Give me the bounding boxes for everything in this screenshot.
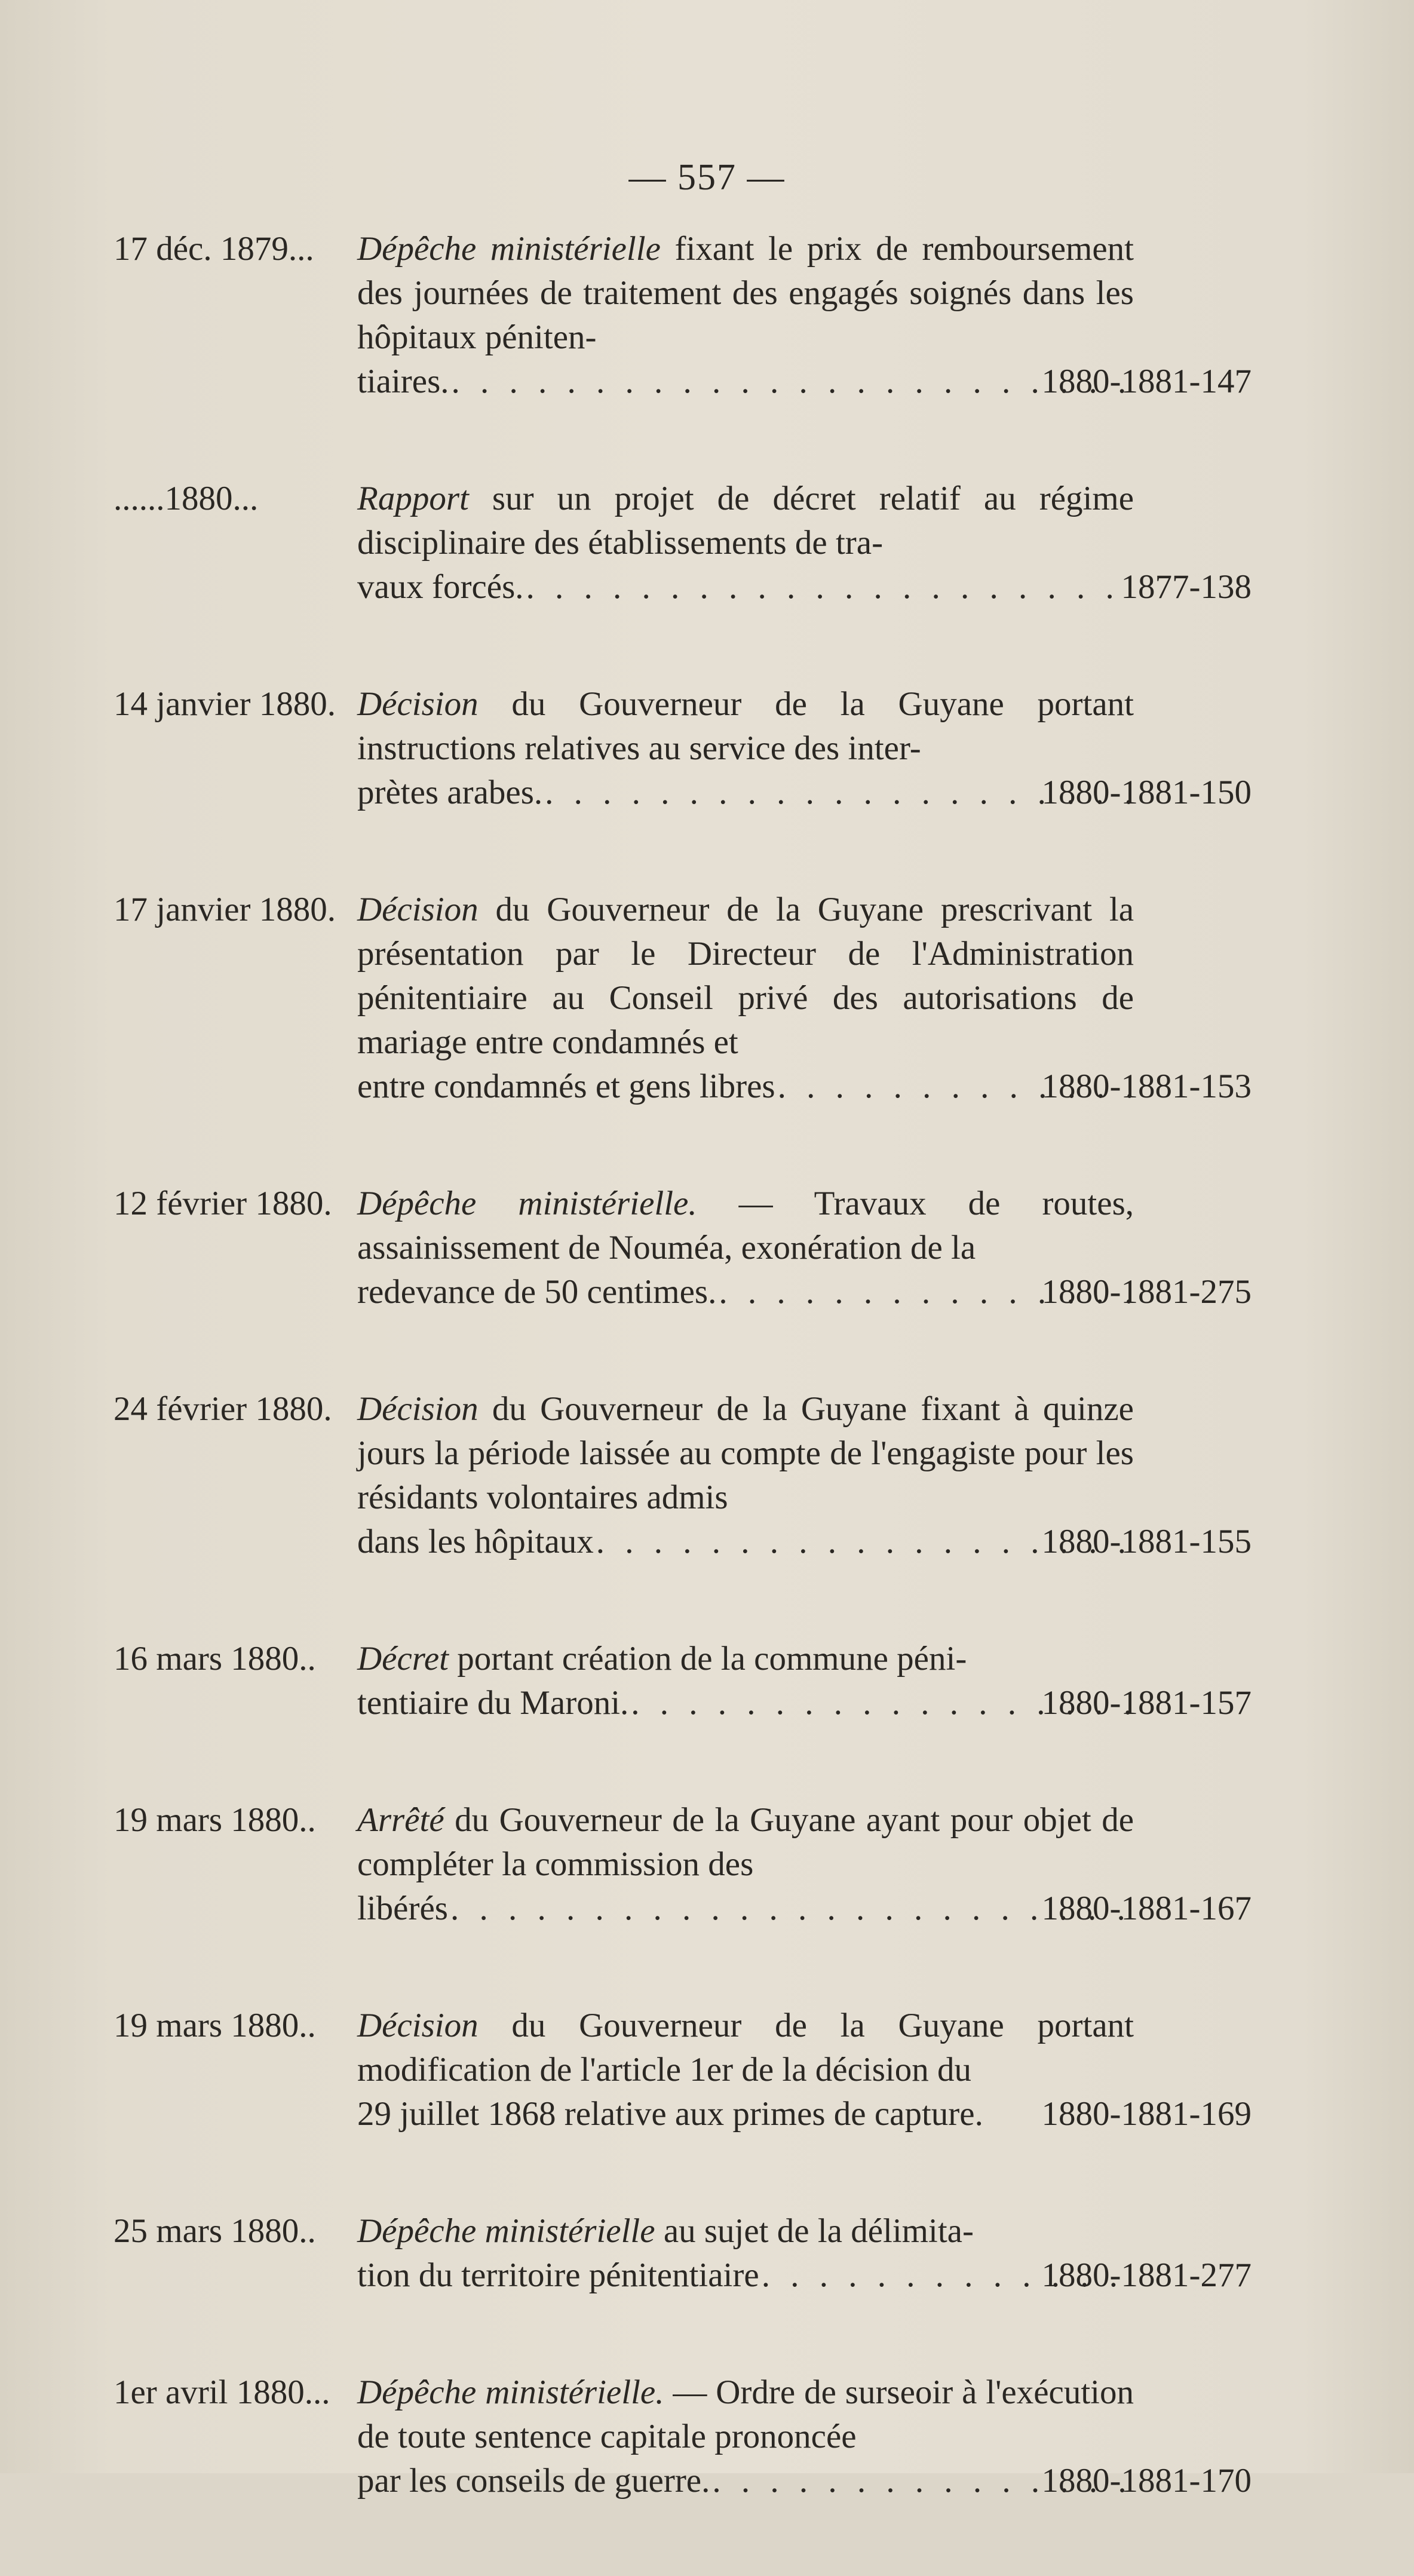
entry [114,682,1308,815]
entry-date: 14 janvier 1880. [114,685,336,723]
entry-lead: Arrêté [357,1801,444,1839]
entry-text [357,2370,1134,2459]
entry-text [357,1798,1134,1887]
entry-reference: 1880-1881-167 [1041,1890,1252,1927]
entry-lead: Dépêche ministérielle [357,2212,655,2250]
entry-tail: prètes arabes. [357,774,543,811]
entry-tail: tiaires. [357,363,449,400]
entry-date: 24 février 1880. [114,1390,332,1428]
entry-body: fixant le prix de remboursement des journées de traitement des engagés soignés dans les hôpitaux péniten- [357,230,1134,356]
entry-tail: redevance de 50 centimes. [357,1273,717,1311]
entry-body: sur un projet de décret relatif au régime disciplinaire des établissements de tra- [357,480,1134,562]
entry-lead: Rapport [357,480,469,517]
entry-list [114,227,1308,2576]
entry-tail: tentiaire du Maroni. [357,1684,629,1722]
entry-tail: tion du territoire pénitentiaire [357,2256,759,2294]
dot-leader [448,1887,1134,1931]
entry-text [357,2209,1134,2253]
entry [114,1387,1308,1564]
entry-last-line [357,565,1134,609]
entry-reference: 1880-1881-147 [1041,363,1252,400]
entry-text [357,477,1134,565]
entry [114,2370,1308,2503]
entry [114,2004,1308,2136]
entry-date: ......1880... [114,480,259,517]
entry-tail: entre condamnés et gens libres [357,1068,775,1105]
entry-last-line [357,360,1134,404]
entry-reference: 1880-1881-169 [1041,2095,1252,2133]
entry-reference: 1880-1881-275 [1041,1273,1252,1311]
entry [114,1798,1308,1931]
entry-text [357,2004,1134,2092]
entry-lead: Décret [357,1640,449,1678]
dot-leader [524,565,1134,609]
entry-last-line [357,2459,1134,2503]
entry-last-line [357,2092,1134,2136]
entry-reference: 1880-1881-150 [1041,774,1252,811]
entry-lead: Dépêche ministérielle. [357,2373,664,2411]
entry-body: — Travaux de routes, assainissement de Nouméa, exonération de la [357,1185,1134,1266]
entry-lead: Dépêche ministérielle [357,230,661,268]
entry-last-line [357,1887,1134,1931]
page-number: — 557 — [628,157,786,198]
entry-lead: Dépêche ministérielle. [357,1185,697,1222]
entry-tail: 29 juillet 1868 relative aux primes de capture. [357,2095,983,2133]
entry-text [357,1387,1134,1520]
entry-text [357,1637,1134,1681]
entry-last-line [357,1065,1134,1109]
entry-date: 19 mars 1880.. [114,2007,316,2044]
entry-last-line [357,771,1134,815]
entry-body: du Gouverneur de la Guyane prescrivant la présentation par le Directeur de l'Administration pénitentiaire au Conseil privé des autorisations de mariage entre condamnés et [357,891,1134,1061]
entry-tail: vaux forcés. [357,568,524,606]
entry-date: 17 déc. 1879... [114,230,314,268]
entry-reference: 1880-1881-170 [1041,2462,1252,2500]
entry-last-line [357,2253,1134,2298]
entry-tail: par les conseils de guerre. [357,2462,710,2500]
entry-lead: Décision [357,891,479,928]
entry-date: 16 mars 1880.. [114,1640,316,1678]
entry [114,888,1308,1109]
entry-body: du Gouverneur de la Guyane ayant pour objet de compléter la commission des [357,1801,1134,1883]
entry-body: portant création de la commune péni- [457,1640,967,1678]
entry-body: au sujet de la délimita- [663,2212,974,2250]
entry-last-line [357,1520,1134,1564]
entry-date: 17 janvier 1880. [114,891,336,928]
entry-date: 12 février 1880. [114,1185,332,1222]
entry-body: — Ordre de surseoir à l'exécution de toute sentence capitale prononcée [357,2373,1134,2455]
entry-reference: 1880-1881-153 [1041,1068,1252,1105]
entry-text [357,888,1134,1065]
entry-body: du Gouverneur de la Guyane fixant à quinze jours la période laissée au compte de l'engagiste pour les résidants volontaires admis [357,1390,1134,1516]
entry [114,227,1308,404]
entry-text [357,682,1134,771]
entry-date: 25 mars 1880.. [114,2212,316,2250]
entry-tail: dans les hôpitaux [357,1523,594,1560]
entry-tail: libérés [357,1890,448,1927]
entry-date: 19 mars 1880.. [114,1801,316,1839]
entry-text [357,1182,1134,1270]
entry [114,1637,1308,1725]
entry [114,1182,1308,1314]
entry-body: du Gouverneur de la Guyane portant modification de l'article 1er de la décision du [357,2007,1134,2089]
entry-reference: 1877-138 [1121,568,1252,606]
entry-lead: Décision [357,1390,479,1428]
entry-body: du Gouverneur de la Guyane portant instructions relatives au service des inter- [357,685,1134,767]
entry-reference: 1880-1881-155 [1041,1523,1252,1560]
dot-leader [449,360,1134,404]
entry-text [357,227,1134,360]
entry [114,477,1308,609]
entry-lead: Décision [357,685,479,723]
entry [114,2209,1308,2298]
entry-date: 1er avril 1880... [114,2373,330,2411]
entry-last-line [357,1681,1134,1725]
entry-reference: 1880-1881-157 [1041,1684,1252,1722]
entry-reference: 1880-1881-277 [1041,2256,1252,2294]
entry-last-line [357,1270,1134,1314]
entry-lead: Décision [357,2007,479,2044]
